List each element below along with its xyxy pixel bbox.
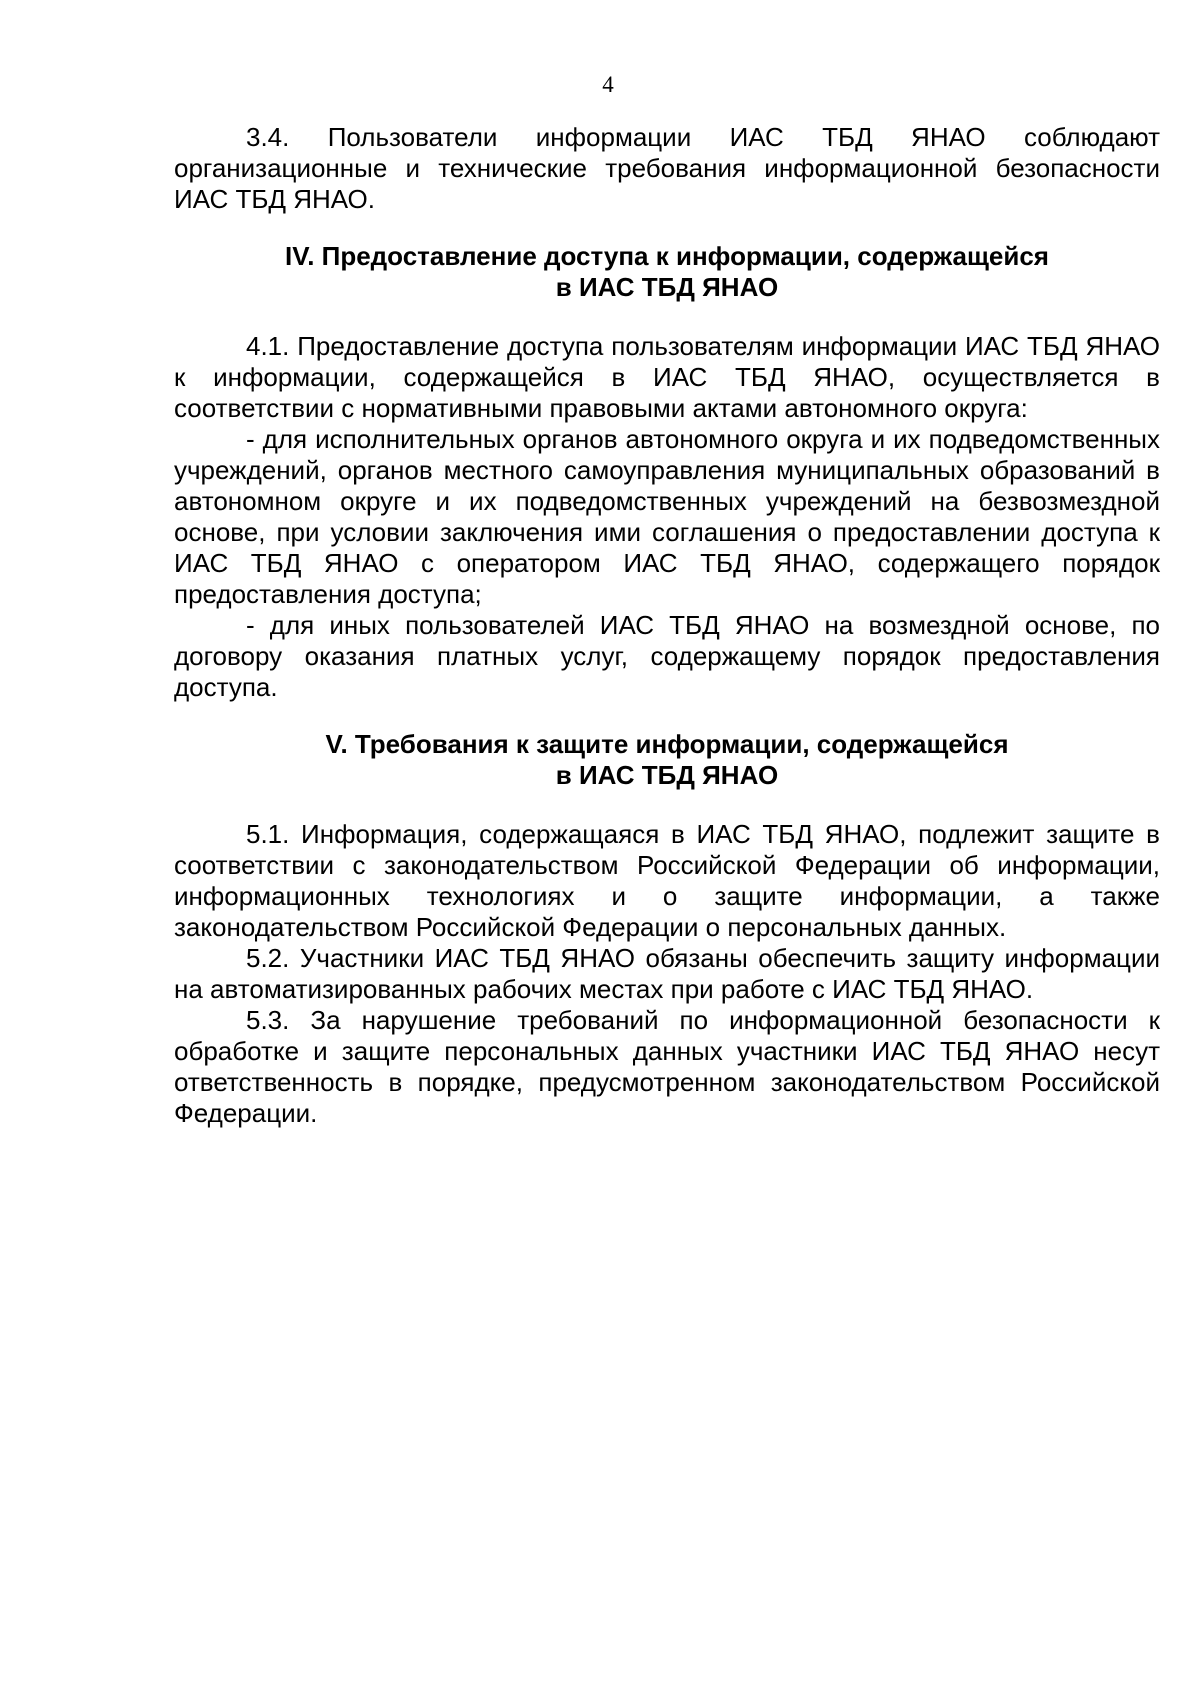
paragraph-4-1: 4.1. Предоставление доступа пользователям информации ИАС ТБД ЯНАО к информации, содержащейся в ИАС ТБД ЯНАО, осуществляется в соответствии с нормативными правовыми актами автономного округа: [174, 331, 1160, 423]
spacer [174, 303, 1160, 331]
spacer [174, 703, 1160, 729]
paragraph-5-1: 5.1. Информация, содержащаяся в ИАС ТБД ЯНАО, подлежит защите в соответствии с законодательством Российской Федерации об информации, информационных технологиях и о защите информации, а также законодательством Российской Федерации о персональных данных. [174, 819, 1160, 942]
paragraph-4-1-bullet-2: - для иных пользователей ИАС ТБД ЯНАО на возмездной основе, по договору оказания платных услуг, содержащему порядок предоставления доступа. [174, 610, 1160, 702]
section-4-heading-line-2: в ИАС ТБД ЯНАО [555, 272, 779, 302]
page-number: 4 [602, 72, 614, 97]
section-5-heading-line-1: V. Требования к защите информации, содержащейся [325, 729, 1009, 759]
paragraph-3-4: 3.4. Пользователи информации ИАС ТБД ЯНАО соблюдают организационные и технические требования информационной безопасности ИАС ТБД ЯНАО. [174, 122, 1160, 214]
section-5-heading [174, 729, 1160, 791]
spacer [174, 791, 1160, 819]
paragraph-5-2: 5.2. Участники ИАС ТБД ЯНАО обязаны обеспечить защиту информации на автоматизированных рабочих местах при работе с ИАС ТБД ЯНАО. [174, 943, 1160, 1004]
paragraph-4-1-bullet-1: - для исполнительных органов автономного округа и их подведомственных учреждений, органов местного самоуправления муниципальных образований в автономном округе и их подведомственных учреждений на безвозмездной основе, при условии заключения ими соглашения о предоставлении доступа к ИАС ТБД ЯНАО с оператором ИАС ТБД ЯНАО, содержащего порядок предоставления доступа; [174, 424, 1160, 609]
document-body [174, 122, 1160, 1129]
paragraph-5-3: 5.3. За нарушение требований по информационной безопасности к обработке и защите персональных данных участники ИАС ТБД ЯНАО несут ответственность в порядке, предусмотренном законодательством Российской Федерации. [174, 1005, 1160, 1128]
section-4-heading [174, 241, 1160, 303]
section-5-heading-line-2: в ИАС ТБД ЯНАО [555, 760, 779, 790]
spacer [174, 215, 1160, 241]
section-4-heading-line-1: IV. Предоставление доступа к информации, содержащейся [285, 241, 1049, 271]
